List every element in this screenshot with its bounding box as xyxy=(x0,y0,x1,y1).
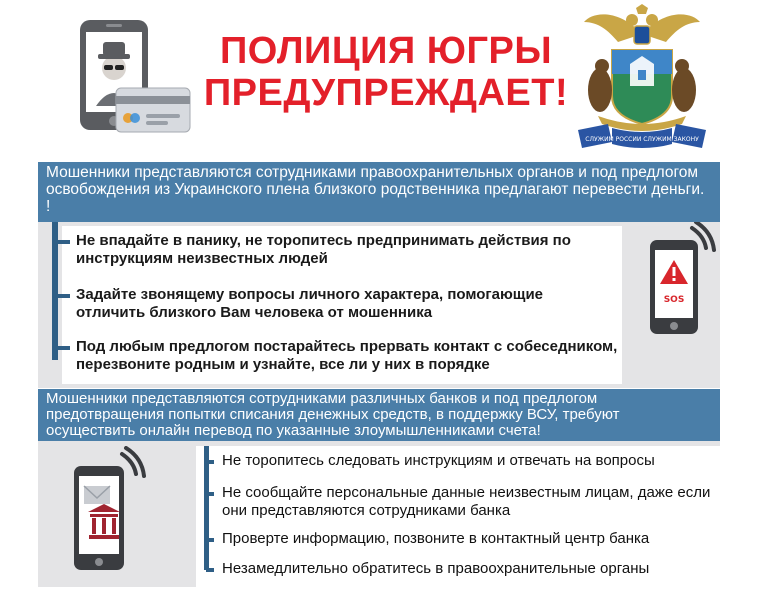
bullet-text: Не торопитесь следовать инструкциям и отвечать на вопросы xyxy=(222,452,655,469)
sos-phone-icon xyxy=(630,222,720,342)
bullet-mark xyxy=(58,240,70,244)
scammer-phone-icon xyxy=(66,18,196,134)
section1-banner: Мошенники представляются сотрудниками правоохранительных органов и под предлогом освобождения из Украинского плена близкого родственника предлагают перевести деньги. ! xyxy=(38,162,720,222)
section2-pipe xyxy=(204,446,209,570)
bullet-text: Задайте звонящему вопросы личного характера, помогающие отличить близкого Вам человека от мошенника xyxy=(76,286,544,321)
bullet-mark xyxy=(206,568,214,572)
bullet-mark xyxy=(58,346,70,350)
bullet-text: Под любым предлогом постарайтесь прервать контакт с собеседником, перезвоните родным и узнайте, все ли у них в порядке xyxy=(76,338,618,373)
police-emblem-icon xyxy=(578,4,706,150)
emblem-ribbon-text: СЛУЖИМ РОССИИ СЛУЖИМ ЗАКОНУ xyxy=(585,136,699,143)
section1-bullet-3 xyxy=(64,338,674,374)
bullet-mark xyxy=(206,492,214,496)
bullet-text: Проверте информацию, позвоните в контактный центр банка xyxy=(222,530,650,547)
section2-bullet-1 xyxy=(214,452,714,470)
bullet-mark xyxy=(206,538,214,542)
bullet-text: Не впадайте в панику, не торопитесь предпринимать действия по инструкциям неизвестных людей xyxy=(76,232,571,267)
bullet-text: Незамедлительно обратитесь в правоохранительные органы xyxy=(222,560,650,577)
title-line-2: ПРЕДУПРЕЖДАЕТ! xyxy=(203,72,569,114)
section2-bullet-2 xyxy=(214,484,714,520)
bullet-mark xyxy=(58,294,70,298)
title-line-1: ПОЛИЦИЯ ЮГРЫ xyxy=(219,30,553,72)
section1-bullet-2 xyxy=(64,286,604,322)
sos-label: SOS xyxy=(663,295,685,305)
page-title xyxy=(196,30,576,114)
section2-banner: Мошенники представляются сотрудниками различных банков и под предлогом предотвращения попытки списания денежных средств, в поддержку ВСУ, требуют осуществить онлайн перевод по указанные злоумышленниками счета! xyxy=(38,389,720,441)
bullet-mark xyxy=(206,460,214,464)
bank-phone-icon xyxy=(60,446,170,578)
bullet-text: Не сообщайте персональные данные неизвестным лицам, даже если они представляются сотрудниками банка xyxy=(222,484,711,519)
section2-bullet-4 xyxy=(214,560,714,578)
section2-bullet-3 xyxy=(214,530,714,548)
section1-bullet-1 xyxy=(64,232,604,268)
